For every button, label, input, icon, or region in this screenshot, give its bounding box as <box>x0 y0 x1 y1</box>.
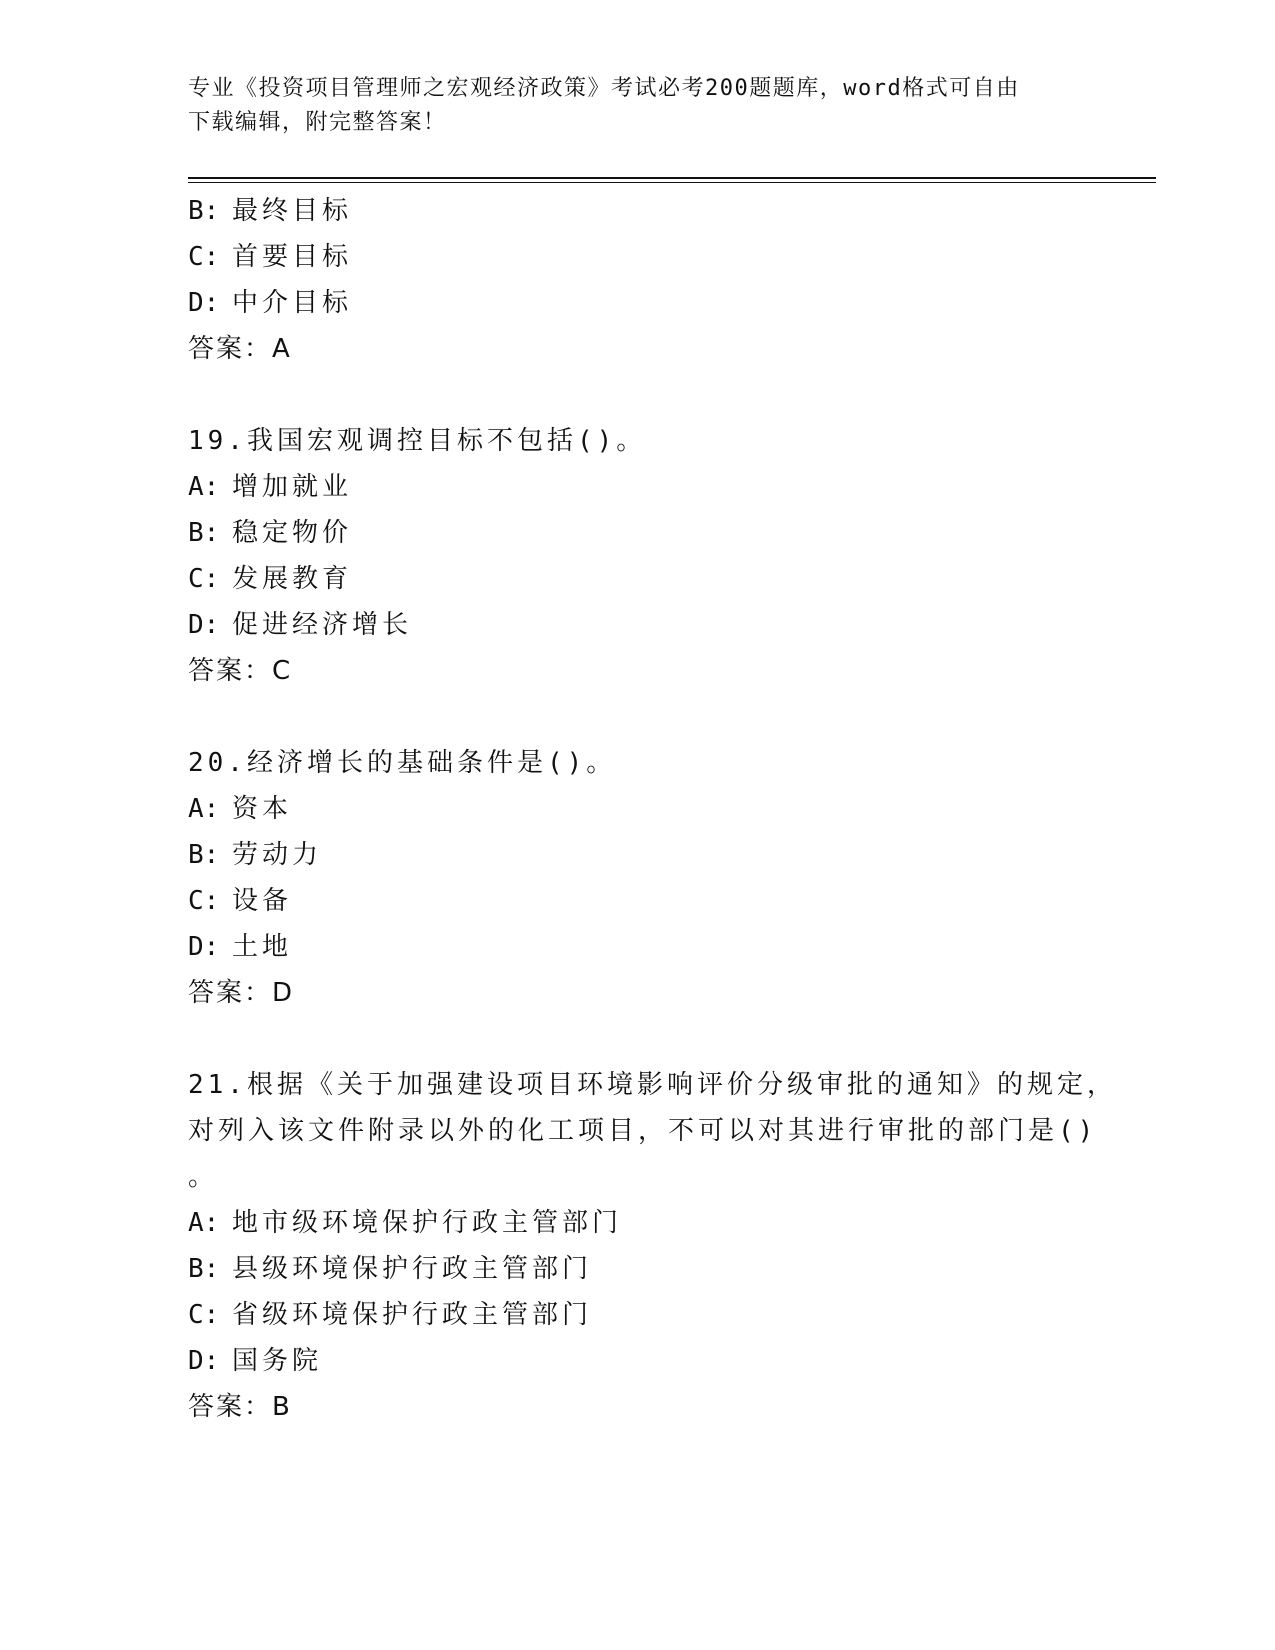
option-b <box>188 832 1088 878</box>
header-line-2: 下载编辑，附完整答案！ <box>188 110 447 135</box>
option-b <box>188 510 1088 556</box>
spacer <box>188 1016 1088 1062</box>
question-block-continued <box>188 188 1088 372</box>
option-text: 发展教育 <box>232 564 353 594</box>
header-line-1: 专业《投资项目管理师之宏观经济政策》考试必考200题题库，word格式可自由 <box>188 76 1020 101</box>
option-letter: C: <box>188 1300 220 1330</box>
option-text: 中介目标 <box>232 288 353 318</box>
answer-line: 答案：B <box>188 1392 292 1422</box>
option-letter: D: <box>188 932 220 962</box>
option-text: 资本 <box>232 794 293 824</box>
option-letter: B: <box>188 518 220 548</box>
option-letter: D: <box>188 610 220 640</box>
question-text-line-3: 。 <box>188 1162 219 1192</box>
option-letter: A: <box>188 472 220 502</box>
spacer <box>188 694 1088 740</box>
option-d <box>188 1338 1088 1384</box>
option-text: 促进经济增长 <box>232 610 413 640</box>
option-text: 县级环境保护行政主管部门 <box>232 1254 593 1284</box>
option-a <box>188 464 1088 510</box>
option-c <box>188 234 1088 280</box>
option-text: 地市级环境保护行政主管部门 <box>232 1208 623 1238</box>
header-rule-thick <box>188 177 1156 179</box>
option-letter: A: <box>188 1208 220 1238</box>
option-text: 设备 <box>232 886 293 916</box>
option-c <box>188 1292 1088 1338</box>
option-text: 国务院 <box>232 1346 323 1376</box>
question-text: 20.经济增长的基础条件是()。 <box>188 748 617 778</box>
option-d <box>188 924 1088 970</box>
question-block-21 <box>188 1062 1117 1430</box>
header-rule-thin <box>188 182 1156 183</box>
question-text-line-1: 21.根据《关于加强建设项目环境影响评价分级审批的通知》的规定， <box>188 1070 1117 1100</box>
option-d <box>188 602 1088 648</box>
question-text: 19.我国宏观调控目标不包括()。 <box>188 426 647 456</box>
option-letter: D: <box>188 288 220 318</box>
option-a <box>188 786 1088 832</box>
option-text: 土地 <box>232 932 293 962</box>
option-letter: B: <box>188 196 220 226</box>
option-text: 增加就业 <box>232 472 353 502</box>
option-c <box>188 878 1088 924</box>
option-letter: D: <box>188 1346 220 1376</box>
spacer <box>188 372 1088 418</box>
option-text: 首要目标 <box>232 242 353 272</box>
option-letter: C: <box>188 886 220 916</box>
question-text-line-2: 对列入该文件附录以外的化工项目，不可以对其进行审批的部门是() <box>188 1116 1098 1146</box>
question-block-19 <box>188 418 1088 694</box>
option-letter: B: <box>188 1254 220 1284</box>
question-list <box>188 188 1117 1430</box>
option-b <box>188 188 1088 234</box>
answer-line: 答案：C <box>188 656 293 686</box>
option-letter: C: <box>188 564 220 594</box>
answer-line: 答案：D <box>188 978 295 1008</box>
option-letter: B: <box>188 840 220 870</box>
document-header <box>188 72 1088 140</box>
option-text: 最终目标 <box>232 196 353 226</box>
option-text: 劳动力 <box>232 840 323 870</box>
option-c <box>188 556 1088 602</box>
option-a <box>188 1200 1088 1246</box>
option-letter: A: <box>188 794 220 824</box>
question-block-20 <box>188 740 1088 1016</box>
option-b <box>188 1246 1088 1292</box>
option-text: 省级环境保护行政主管部门 <box>232 1300 593 1330</box>
option-text: 稳定物价 <box>232 518 353 548</box>
option-d <box>188 280 1088 326</box>
option-letter: C: <box>188 242 220 272</box>
answer-line: 答案：A <box>188 334 292 364</box>
